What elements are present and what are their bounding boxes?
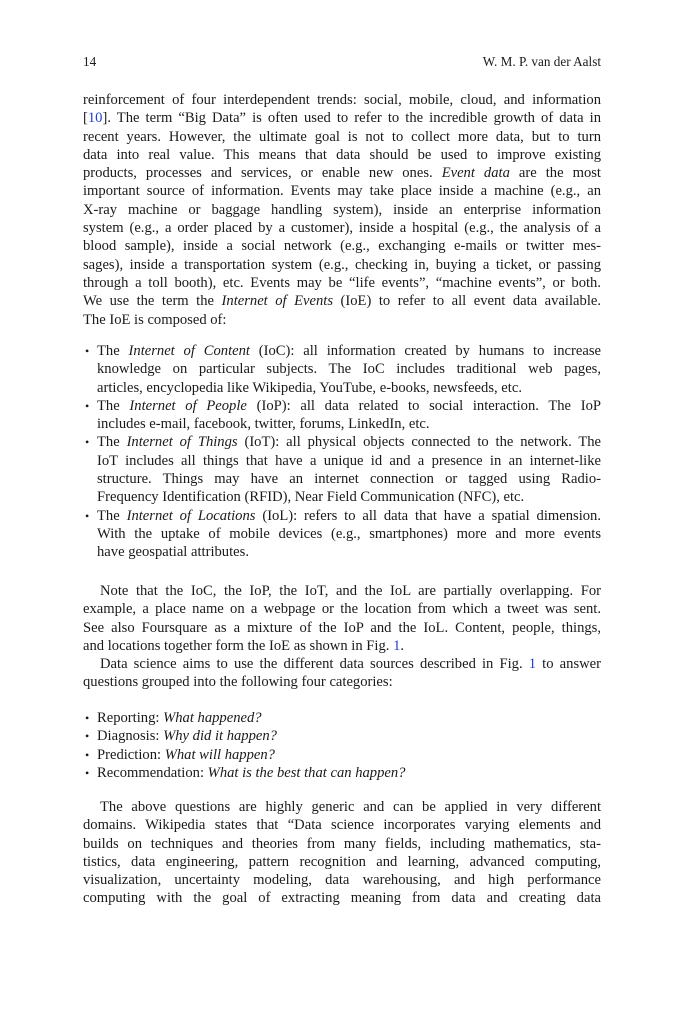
list-item xyxy=(83,342,601,397)
text-run: blood sample), inside a social network (e.g., exchanging e-mails or twitter mes- xyxy=(83,238,601,255)
text-run: through a toll booth), etc. Events may be “life events”, “machine events”, or both. xyxy=(83,274,601,291)
text-line xyxy=(97,433,601,451)
list-item xyxy=(83,709,601,727)
text-run: We use the term the xyxy=(83,293,222,310)
running-header xyxy=(83,53,601,71)
reference-link[interactable]: 10 xyxy=(87,110,103,127)
italic-term: Internet of Content xyxy=(128,343,250,359)
text-line xyxy=(83,600,601,618)
text-line xyxy=(97,727,601,745)
text-line xyxy=(97,746,601,764)
text-line xyxy=(83,853,601,871)
italic-term: Why did it happen? xyxy=(163,728,277,745)
list-item xyxy=(83,727,601,745)
text-line xyxy=(83,256,601,274)
text-line xyxy=(83,182,601,200)
text-run: ]. The term “Big Data” is often used to refer to the incredible growth of data in xyxy=(102,110,601,127)
text-run: example, a place name on a webpage or the location from which a tweet was sent. xyxy=(83,601,601,618)
bullet-icon: • xyxy=(85,398,90,413)
text-line xyxy=(97,452,601,470)
page-number: 14 xyxy=(83,54,97,69)
italic-term: What will happen? xyxy=(164,746,275,763)
text-run: With the uptake of mobile devices (e.g., smartphones) more and more events xyxy=(97,525,601,542)
text-line xyxy=(97,709,601,727)
text-run: Reporting: xyxy=(97,710,164,726)
text-line xyxy=(83,219,601,237)
list-item xyxy=(83,746,601,764)
internet-of-events-list xyxy=(83,342,601,562)
italic-term: What is the best that can happen? xyxy=(207,764,406,781)
text-line xyxy=(83,237,601,255)
text-run: includes e-mail, facebook, twitter, forums, LinkedIn, etc. xyxy=(97,416,430,433)
text-run: to answer xyxy=(536,656,601,672)
text-run: [ xyxy=(83,110,88,127)
paragraph-generic-questions xyxy=(83,798,601,908)
list-item xyxy=(83,507,601,562)
text-run: data into real value. This means that data should be used to improve existing xyxy=(83,146,601,163)
text-run: X-ray machine or baggage handling system), inside an enterprise information xyxy=(83,201,601,218)
text-run: computing with the goal of extracting meaning from data and creating data xyxy=(83,890,601,907)
paragraph-data-science-aims xyxy=(83,655,601,692)
text-run: have geospatial attributes. xyxy=(97,544,249,561)
text-line xyxy=(83,816,601,834)
italic-term: Internet of Things xyxy=(126,434,238,451)
bullet-icon: • xyxy=(85,747,90,762)
bullet-icon: • xyxy=(85,435,90,450)
text-line xyxy=(83,637,601,655)
text-line xyxy=(83,91,601,109)
text-line xyxy=(83,109,601,127)
text-run: domains. Wikipedia states that “Data science incorporates varying elements and xyxy=(83,817,601,834)
text-run: . xyxy=(400,637,405,654)
text-run: Recommendation: xyxy=(97,764,208,781)
text-line xyxy=(97,525,601,543)
text-run: and locations together form the IoE as shown in Fig. xyxy=(83,637,394,654)
italic-term: What happened? xyxy=(163,710,262,726)
text-run: Prediction: xyxy=(97,746,165,763)
bullet-icon: • xyxy=(85,711,90,725)
text-line xyxy=(97,342,601,360)
text-run: tistics, data engineering, pattern recognition and learning, advanced computing, xyxy=(83,853,601,870)
text-line xyxy=(97,488,601,506)
running-author: W. M. P. van der Aalst xyxy=(482,54,601,69)
text-line xyxy=(83,146,601,164)
italic-term: Event data xyxy=(441,165,510,182)
text-line xyxy=(83,835,601,853)
bullet-icon: • xyxy=(85,508,90,523)
text-run: reinforcement of four interdependent trends: social, mobile, cloud, and information xyxy=(83,92,601,108)
text-run: See also Foursquare as a mixture of the IoP and the IoL. Content, people, things, xyxy=(83,619,601,636)
text-line xyxy=(83,655,601,673)
list-item xyxy=(83,433,601,506)
text-run: Note that the IoC, the IoP, the IoT, and the IoL are partially overlapping. For xyxy=(100,583,601,599)
text-run: (IoL): refers to all data that have a spatial dimension. xyxy=(255,507,601,524)
text-run: (IoE) to refer to all event data available. xyxy=(333,293,601,310)
text-run: (IoP): all data related to social interaction. The IoP xyxy=(246,397,601,414)
text-line xyxy=(97,379,601,397)
text-line xyxy=(83,311,601,329)
bullet-icon: • xyxy=(85,729,90,744)
text-line xyxy=(83,292,601,310)
text-run: sages), inside a transportation system (e.g., checking in, buying a ticket, or passing xyxy=(83,256,601,273)
text-line xyxy=(83,164,601,182)
text-run: The above questions are highly generic and can be applied in very different xyxy=(100,799,601,815)
text-line xyxy=(83,274,601,292)
text-line xyxy=(83,128,601,146)
text-run: products, processes and services, or enable new ones. xyxy=(83,165,442,182)
text-run: The xyxy=(97,343,129,359)
text-line xyxy=(97,415,601,433)
text-line xyxy=(83,871,601,889)
paragraph-overlap xyxy=(83,582,601,655)
text-run: (IoC): all information created by humans to increase xyxy=(249,343,602,359)
text-line xyxy=(83,889,601,907)
text-run: articles, encyclopedia like Wikipedia, YouTube, e-books, newsfeeds, etc. xyxy=(97,379,522,396)
text-run: questions grouped into the following four categories: xyxy=(83,674,393,691)
text-line xyxy=(97,764,601,782)
text-run: are the most xyxy=(509,165,601,182)
text-line xyxy=(83,619,601,637)
text-run: The xyxy=(97,397,130,414)
text-run: (IoT): all physical objects connected to the network. The xyxy=(237,434,602,451)
text-line xyxy=(97,360,601,378)
text-line xyxy=(97,543,601,561)
text-run: IoT includes all things that have a unique id and a presence in an internet-like xyxy=(97,452,601,469)
text-run: The xyxy=(97,507,127,524)
text-run: Data science aims to use the different data sources described in Fig. xyxy=(100,656,529,672)
text-run: recent years. However, the ultimate goal is not to collect more data, but to turn xyxy=(83,128,601,145)
text-run: knowledge on particular subjects. The IoC includes traditional web pages, xyxy=(97,361,601,378)
reference-link[interactable]: 1 xyxy=(528,656,537,672)
text-line xyxy=(83,582,601,600)
text-run: visualization, uncertainty modeling, data warehousing, and high performance xyxy=(83,872,601,889)
bullet-icon: • xyxy=(85,765,90,780)
list-item xyxy=(83,764,601,782)
text-run: Frequency Identification (RFID), Near Field Communication (NFC), etc. xyxy=(97,489,525,506)
italic-term: Internet of Events xyxy=(221,293,334,310)
text-run: system (e.g., a order placed by a customer), inside a hospital (e.g., the analysis of a xyxy=(83,220,601,237)
question-categories-list xyxy=(83,709,601,782)
text-line xyxy=(83,798,601,816)
text-line xyxy=(83,201,601,219)
text-run: Diagnosis: xyxy=(97,728,164,745)
bullet-icon: • xyxy=(85,344,90,358)
text-run: The IoE is composed of: xyxy=(83,311,227,328)
text-line xyxy=(97,470,601,488)
list-item xyxy=(83,397,601,434)
text-run: important source of information. Events may take place inside a machine (e.g., an xyxy=(83,183,601,200)
paragraph-big-data xyxy=(83,91,601,329)
text-run: builds on techniques and theories from many fields, including mathematics, sta- xyxy=(83,835,601,852)
italic-term: Internet of Locations xyxy=(126,507,256,524)
text-run: structure. Things may have an internet connection or tagged using Radio- xyxy=(97,471,601,488)
text-line xyxy=(83,673,601,691)
reference-link[interactable]: 1 xyxy=(393,637,401,654)
italic-term: Internet of People xyxy=(129,397,247,414)
text-line xyxy=(97,507,601,525)
text-line xyxy=(97,397,601,415)
text-run: The xyxy=(97,434,127,451)
